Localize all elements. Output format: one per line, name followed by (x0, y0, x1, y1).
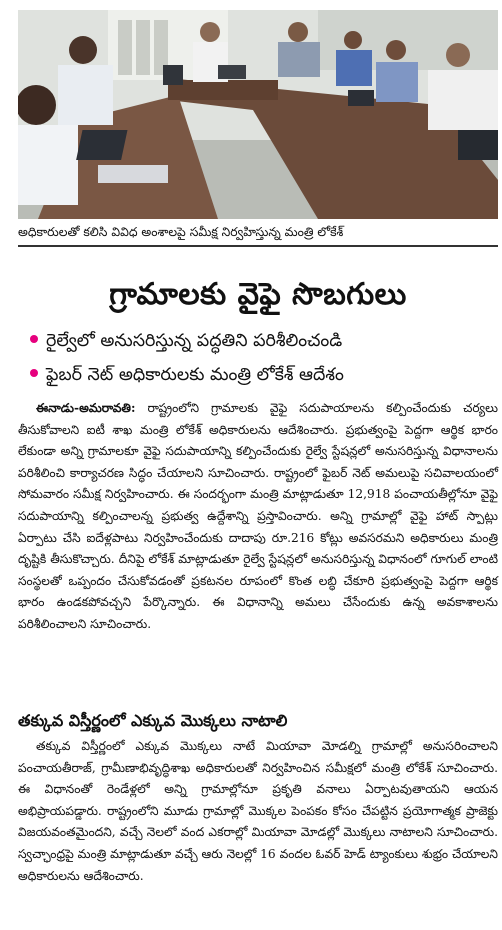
dateline: ఈనాడు-అమరావతి: (36, 401, 136, 415)
subhead-2 (30, 362, 498, 388)
article-text-2: తక్కువ విస్తీర్ణంలో ఎక్కువ మొక్కలు నాటే మియావా మోడల్ని గ్రామాల్లో అనుసరించాలని పంచాయతీరాజ్, గ్రామీణాభివృద్ధిశాఖ అధికారులతో నిర్వహించిన సమీక్షలో మంత్రి లోకేశ్ సూచించారు. ఈ విధానంతో రెండేళ్లలో అన్ని గ్రామాల్లోనూ ప్రకృతి వనాలు ఏర్పాటవుతాయని ఆయన అభిప్రాయపడ్డారు. రాష్ట్రంలోని మూడు గ్రామాల్లో మొక్కల పెంపకం కోసం చేపట్టిన ప్రయోగాత్మక ప్రాజెక్టు విజయవంతమైందని, వచ్చే నెలలో వంద ఎకరాల్లో మియావా మోడల్లో మొక్కలు నాటాలని సూచించారు. స్వచ్ఛాంధ్రపై మంత్రి మాట్లాడుతూ వచ్చే ఆరు నెలల్లో 16 వందల ఓవర్ హెడ్ ట్యాంకులు శుభ్రం చేయాలని అధికారులను ఆదేశించారు. (18, 739, 498, 883)
caption-rule (18, 245, 498, 247)
bullet-icon (30, 335, 38, 343)
headline: గ్రామాలకు వైఫై సొబగులు (109, 277, 407, 312)
subhead-2-text: ఫైబర్ నెట్ అధికారులకు మంత్రి లోకేశ్ ఆదేశం (46, 365, 344, 385)
meeting-photo (18, 10, 498, 219)
article-body-2 (18, 736, 498, 887)
subhead-1-text: రైల్వేలో అనుసరిస్తున్న పద్ధతిని పరిశీలించండి (46, 331, 343, 351)
subhead-1 (30, 328, 498, 354)
photo-caption: అధికారులతో కలిసి వివిధ అంశాలపై సమీక్ష నిర్వహిస్తున్న మంత్రి లోకేశ్ (18, 225, 344, 239)
article-body-1 (18, 398, 498, 636)
article-text-1: రాష్ట్రంలోని గ్రామాలకు వైఫై సదుపాయాలను కల్పించేందుకు చర్యలు తీసుకోవాలని ఐటీ శాఖ మంత్రి లోకేశ్ అధికారులను ఆదేశించారు. ప్రభుత్వంపై పెద్దగా ఆర్థిక భారం లేకుండా అన్ని గ్రామాలకూ వైఫై సదుపాయాన్ని కల్పించేందుకు రైల్వే స్టేషన్లలో అనుసరిస్తున్న విధానాలను పరిశీలించి కార్యాచరణ సిద్ధం చేయాలని సూచించారు. రాష్ట్రంలో ఫైబర్ నెట్ అమలుపై సచివాలయంలో సోమవారం సమీక్ష నిర్వహించారు. ఈ సందర్భంగా మంత్రి మాట్లాడుతూ 12,918 పంచాయతీల్లోనూ వైఫై సదుపాయాన్ని కల్పించాలన్న ప్రభుత్వ ఉద్దేశాన్ని ప్రస్తావించారు. అన్ని గ్రామాల్లో వైఫై హాట్ స్పాట్లు ఏర్పాటు చేసి ఐదేళ్లపాటు నిర్వహించేందుకు దాదాపు రూ.216 కోట్లు అవసరమని అధికారులు మంత్రి దృష్టికి తీసుకొచ్చారు. దీనిపై లోకేశ్ మాట్లాడుతూ రైల్వే స్టేషన్లలో అనుసరిస్తున్న విధానంలో గూగుల్ లాంటి సంస్థలతో ఒప్పందం చేసుకోవడంతో ప్రకటనల రూపంలో కొంత లబ్ధి చేకూరి ప్రభుత్వంపై పెద్దగా ఆర్థిక భారం ఉండకపోవచ్చని పేర్కొన్నారు. ఈ విధానాన్ని అమలు చేసేందుకు ఉన్న అవకాశాలను పరిశీలించాలని సూచించారు. (18, 401, 498, 631)
meeting-photo-illustration (18, 10, 498, 219)
bullet-icon (30, 369, 38, 377)
section-subhead: తక్కువ విస్తీర్ణంలో ఎక్కువ మొక్కలు నాటాలి (18, 711, 288, 730)
